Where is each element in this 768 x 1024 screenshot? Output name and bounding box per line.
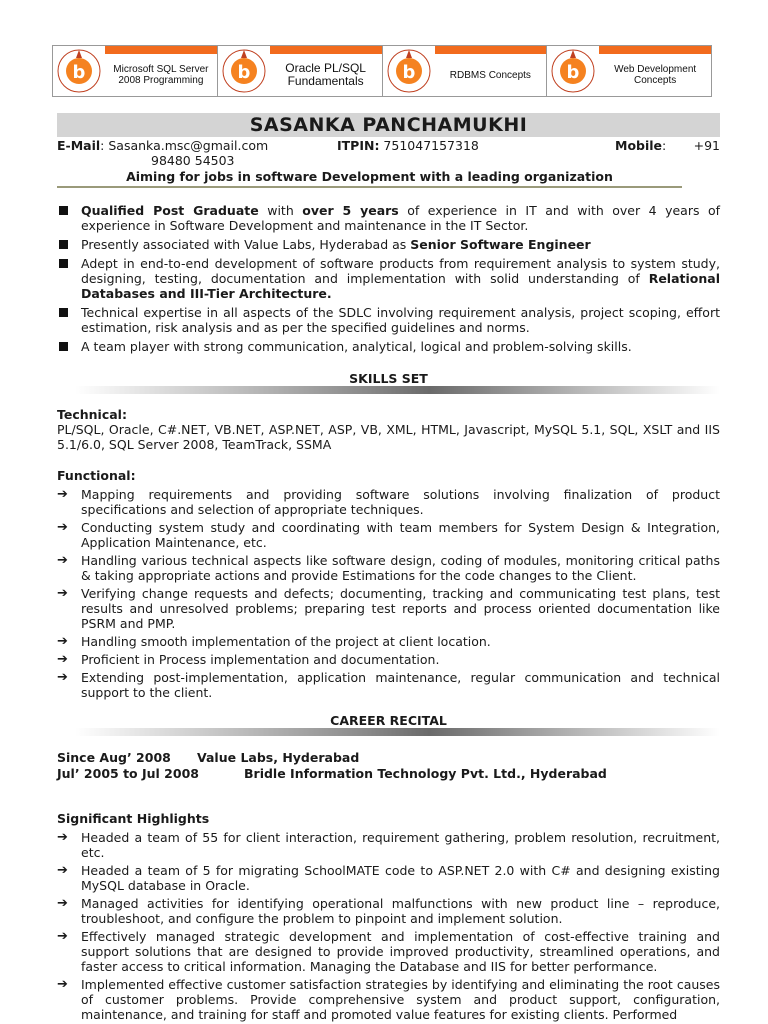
svg-text:b: b xyxy=(402,62,415,83)
right-arrow-icon: ➔ xyxy=(57,520,68,535)
list-item xyxy=(57,203,720,233)
highlight-text: Senior Software Engineer xyxy=(410,237,591,252)
right-arrow-icon: ➔ xyxy=(57,586,68,601)
skills-heading: SKILLS SET xyxy=(349,371,428,386)
certification-label: RDBMS Concepts xyxy=(435,46,547,96)
text: Extending post-implementation, application maintenance, regular communication and technical support to the client. xyxy=(81,670,720,700)
right-arrow-icon: ➔ xyxy=(57,652,68,667)
functional-skills-list xyxy=(57,487,720,703)
functional-label: Functional: xyxy=(57,468,136,483)
highlight-text: Qualified Post Graduate xyxy=(81,203,259,218)
itpin-label: ITPIN: xyxy=(337,138,380,153)
right-arrow-icon: ➔ xyxy=(57,634,68,649)
list-item xyxy=(57,896,720,926)
list-item xyxy=(57,929,720,974)
career-heading: CAREER RECITAL xyxy=(330,713,447,728)
text: Mapping requirements and providing software solutions involving finalization of product specifications and selection of appropriate techniques. xyxy=(81,487,720,517)
section-divider xyxy=(75,728,720,736)
certification-item xyxy=(383,46,548,96)
certification-label: Microsoft SQL Server 2008 Programming xyxy=(105,46,217,96)
employment-row xyxy=(57,766,720,782)
text: Implemented effective customer satisfaction strategies by identifying and eliminating the root causes of customer problems. Provide comprehensive system and product support, configuration, maintenance, and training for staff and promoted value features for existing clients. Performed xyxy=(81,977,720,1022)
list-item xyxy=(57,670,720,700)
mobile-colon: : xyxy=(662,138,667,153)
black-square-icon xyxy=(59,240,68,249)
text: Conducting system study and coordinating with team members for System Design & Integration, Application Maintenance, etc. xyxy=(81,520,720,550)
right-arrow-icon: ➔ xyxy=(57,929,68,944)
list-item xyxy=(57,237,720,252)
list-item xyxy=(57,830,720,860)
itpin-line xyxy=(337,138,479,153)
brainbench-seal-icon xyxy=(53,46,105,96)
email-line xyxy=(57,138,268,153)
list-item xyxy=(57,863,720,893)
text: Handling smooth implementation of the project at client location. xyxy=(81,634,491,649)
employment-period: Jul’ 2005 to Jul 2008 xyxy=(57,766,199,781)
certification-label: Web Development Concepts xyxy=(599,46,711,96)
certification-banner xyxy=(52,45,712,97)
text: A team player with strong communication, analytical, logical and problem-solving skills. xyxy=(81,339,632,354)
highlights-list xyxy=(57,830,720,1024)
candidate-name: SASANKA PANCHAMUKHI xyxy=(57,113,720,137)
svg-text:b: b xyxy=(72,62,86,83)
right-arrow-icon: ➔ xyxy=(57,553,68,568)
black-square-icon xyxy=(59,342,68,351)
employer-name: Bridle Information Technology Pvt. Ltd., Hyderabad xyxy=(244,766,607,781)
black-square-icon xyxy=(59,206,68,215)
list-item xyxy=(57,977,720,1022)
list-item xyxy=(57,256,720,301)
svg-text:b: b xyxy=(237,62,251,83)
highlight-text: over 5 years xyxy=(302,203,399,218)
email-value[interactable]: : Sasanka.msc@gmail.com xyxy=(100,138,269,153)
technical-skills: PL/SQL, Oracle, C#.NET, VB.NET, ASP.NET, ASP, VB, XML, HTML, Javascript, MySQL 5.1, SQL, XSLT and IIS 5.1/6.0, SQL Server 2008, TeamTrack, SSMA xyxy=(57,422,720,452)
text: Headed a team of 5 for migrating SchoolMATE code to ASP.NET 2.0 with C# and designing existing MySQL database in Oracle. xyxy=(81,863,720,893)
list-item xyxy=(57,634,720,649)
employment-period: Since Aug’ 2008 xyxy=(57,750,171,765)
right-arrow-icon: ➔ xyxy=(57,977,68,992)
text: Managed activities for identifying operational malfunctions with new product line – reproduce, troubleshoot, and configure the problem to pinpoint and implement solution. xyxy=(81,896,720,926)
contact-info xyxy=(57,138,720,168)
list-item xyxy=(57,586,720,631)
text: Verifying change requests and defects; documenting, tracking and communicating test plans, test results and unresolved problems; preparing test reports and process oriented documentation like PSRM and PMP. xyxy=(81,586,720,631)
list-item xyxy=(57,487,720,517)
text: Technical expertise in all aspects of the SDLC involving requirement analysis, project scoping, effort estimation, risk analysis and as per the specified guidelines and norms. xyxy=(81,305,720,335)
black-square-icon xyxy=(59,308,68,317)
highlight-text: Relational Databases and III-Tier Architecture. xyxy=(81,271,720,301)
right-arrow-icon: ➔ xyxy=(57,863,68,878)
itpin-value: 751047157318 xyxy=(379,138,479,153)
brainbench-seal-icon xyxy=(383,46,435,96)
mobile-country-code: +91 xyxy=(693,138,720,153)
black-square-icon xyxy=(59,259,68,268)
text: Adept in end-to-end development of software products from requirement analysis to system study, designing, testing, documentation and implementation with solid understanding of xyxy=(81,256,720,286)
text: Presently associated with Value Labs, Hyderabad as xyxy=(81,237,411,252)
highlights-label: Significant Highlights xyxy=(57,811,210,826)
brainbench-seal-icon xyxy=(218,46,270,96)
mobile-label: Mobile xyxy=(615,138,663,153)
text: with xyxy=(258,203,303,218)
list-item xyxy=(57,305,720,335)
employment-row xyxy=(57,750,720,766)
employment-history xyxy=(57,750,720,782)
list-item xyxy=(57,652,720,667)
technical-label: Technical: xyxy=(57,407,127,422)
right-arrow-icon: ➔ xyxy=(57,670,68,685)
svg-text:b: b xyxy=(566,62,580,83)
text: of experience in IT and with over 4 years of experience in Software Development and maintenance in the IT Sector. xyxy=(81,203,721,233)
list-item xyxy=(57,520,720,550)
text: Headed a team of 55 for client interaction, requirement gathering, problem resolution, recruitment, etc. xyxy=(81,830,720,860)
text: Proficient in Process implementation and documentation. xyxy=(81,652,440,667)
mobile-line xyxy=(615,138,666,153)
list-item xyxy=(57,553,720,583)
certification-item xyxy=(53,46,218,96)
mobile-number: 98480 54503 xyxy=(151,153,235,168)
certification-item xyxy=(218,46,383,96)
certification-label: Oracle PL/SQL Fundamentals xyxy=(270,46,382,96)
text: Handling various technical aspects like software design, coding of modules, monitoring critical paths & taking appropriate actions and provide Estimations for the code changes to the Client. xyxy=(81,553,720,583)
profile-summary xyxy=(57,203,720,358)
career-objective: Aiming for jobs in software Development with a leading organization xyxy=(57,169,682,188)
section-divider xyxy=(75,386,720,394)
text: Effectively managed strategic development and implementation of cost-effective training and support solutions that are designed to provide improved productivity, streamlined operations, and faster access to critical information. Managing the Database and IIS for better performance. xyxy=(81,929,720,974)
certification-item xyxy=(547,46,711,96)
email-label: E-Mail xyxy=(57,138,101,153)
list-item xyxy=(57,339,720,354)
employer-name: Value Labs, Hyderabad xyxy=(197,750,360,765)
right-arrow-icon: ➔ xyxy=(57,896,68,911)
right-arrow-icon: ➔ xyxy=(57,830,68,845)
brainbench-seal-icon xyxy=(547,46,599,96)
right-arrow-icon: ➔ xyxy=(57,487,68,502)
